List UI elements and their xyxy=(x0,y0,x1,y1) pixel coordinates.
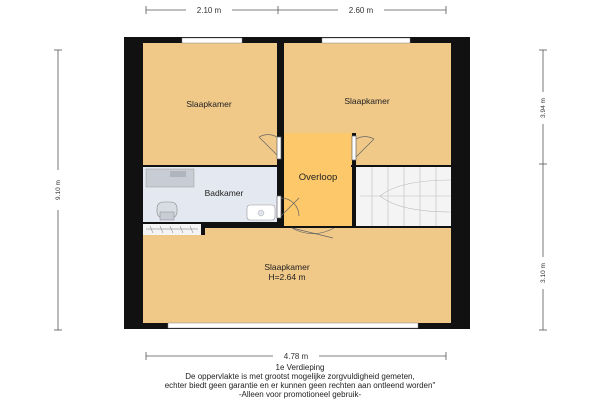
staircase xyxy=(356,167,451,226)
caption-line-2: echter biedt geen garantie en er kunnen geen rechten aan ontleend worden" xyxy=(164,381,436,390)
label-slaapkamer-rechtsboven: Slaapkamer xyxy=(344,96,390,106)
dimension-top-right: 2.60 m xyxy=(348,6,374,15)
dimension-top-left: 2.10 m xyxy=(196,6,222,15)
dimension-left: 9.10 m xyxy=(55,180,62,200)
dimension-bottom: 4.78 m xyxy=(283,352,309,361)
label-slaapkamer-onder: Slaapkamer xyxy=(264,262,310,272)
dimension-right-top: 3.94 m xyxy=(540,98,547,118)
label-slaapkamer-onder-height: H=2.64 m xyxy=(268,272,306,282)
label-badkamer: Badkamer xyxy=(204,188,244,198)
caption-line-3: -Alleen voor promotioneel gebruik- xyxy=(238,390,362,399)
dimension-right-bottom: 3.10 m xyxy=(540,263,547,283)
caption-floor: 1e Verdieping xyxy=(275,363,325,372)
label-overloop: Overloop xyxy=(298,172,338,183)
label-slaapkamer-linksboven: Slaapkamer xyxy=(186,99,232,109)
caption-line-1: De oppervlakte is met grootst mogelijke zorgvuldigheid gemeten, xyxy=(185,372,415,381)
